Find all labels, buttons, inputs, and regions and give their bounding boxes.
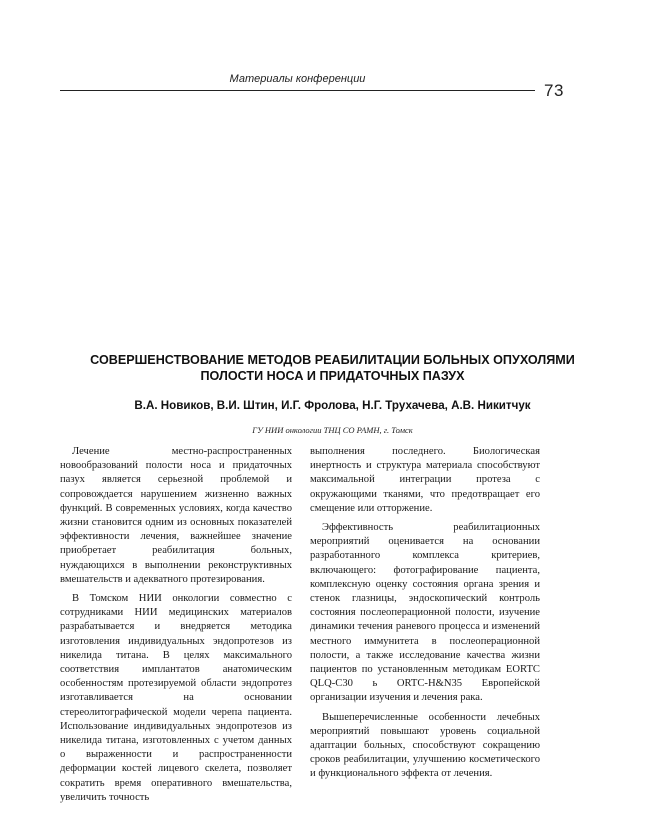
- title-line-1: СОВЕРШЕНСТВОВАНИЕ МЕТОДОВ РЕАБИЛИТАЦИИ БОЛЬНЫХ ОПУХОЛЯМИ: [90, 353, 575, 367]
- header-rule: [60, 90, 535, 91]
- paragraph-2-end: выполнения последнего. Биологическая инертность и структура материала способствуют максимальной интеграции протеза с окружающими тканями, что предотвращает его смещение или отторжение.: [310, 446, 540, 514]
- article-title: [55, 352, 610, 384]
- authors: В.А. Новиков, В.И. Штин, И.Г. Фролова, Н.Г. Трухачева, А.В. Никитчук: [134, 399, 531, 412]
- page-number: 73: [544, 81, 564, 100]
- paragraph-4: Вышеперечисленные особенности лечебных мероприятий повышают уровень социальной адаптации больных, способствуют сокращению сроков реабилитации, улучшению косметического и функционального эффекта от лечения.: [310, 711, 540, 780]
- right-column: [310, 445, 540, 782]
- paragraph-3: Эффективность реабилитационных мероприятий оценивается на основании разработанного комплекса критериев, включающего: фотографирование пациента, комплексную оценку состояния органа зрения и стенок глазницы, эндоскопический контроль состояния послеоперационной полости, изучение динамики течения раневого процесса и изменений местного иммунитета в послеоперационной полости, а также исследование качества жизни пациентов по установленным методикам EORTC QLQ-C30 ь ORTC-H&N35 Европейской организации изучения и лечения рака.: [310, 522, 540, 704]
- affiliation: ГУ НИИ онкологии ТНЦ СО РАМН, г. Томск: [252, 425, 413, 435]
- paragraph-2-start: В Томском НИИ онкологии совместно с сотрудниками НИИ медицинских материалов разрабатывается и внедряется методика изготовления индивидуальных эндопротезов из никелида титана. В целях максимального соответствия имплантатов анатомическим особенностям протезируемой области эндопротез изготавливается на основании стереолитографической модели черепа пациента. Использование индивидуальных эндопротезов из никелида титана, изготовленных с учетом данных о выраженности и распространенности деформации костей лицевого скелета, позволяет сократить время оперативного вмешательства, увеличить точность: [60, 593, 292, 803]
- title-line-2: ПОЛОСТИ НОСА И ПРИДАТОЧНЫХ ПАЗУХ: [200, 369, 465, 383]
- running-title: Материалы конференции: [229, 73, 366, 85]
- left-column: [60, 445, 292, 805]
- paragraph-1: Лечение местно-распространенных новообразований полости носа и придаточных пазух является серьезной проблемой и сопровождается нарушением жизненно важных функций. В современных условиях, когда качество жизни становится одним из основных показателей эффективности лечения, важнейшее значение приобретает реабилитация больных, нуждающихся в выполнении реконструктивных вмешательств и адекватного протезирования.: [60, 446, 292, 585]
